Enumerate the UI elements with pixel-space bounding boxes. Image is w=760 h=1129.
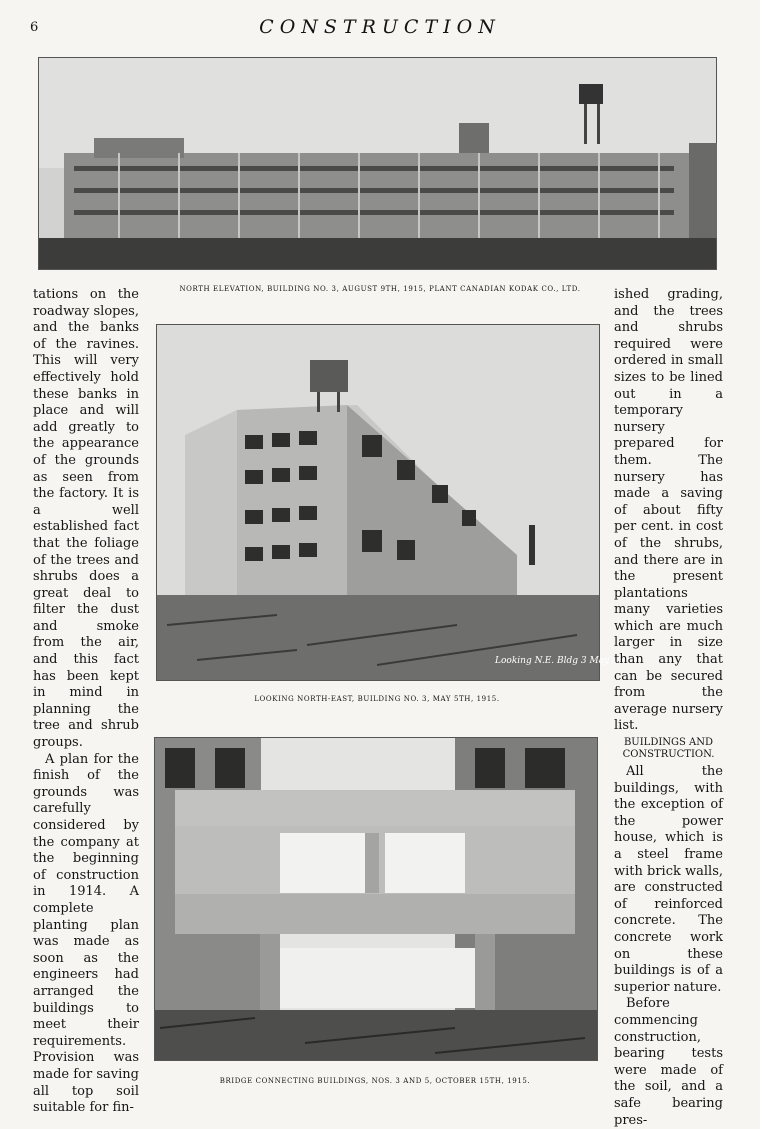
running-title: CONSTRUCTION <box>259 16 501 38</box>
left-column <box>33 287 139 1117</box>
north-east-view-photo <box>156 324 644 681</box>
right-paragraph-3: Before commencing construction, bearing tests were made of the soil, and a safe bearing pres- <box>614 996 723 1128</box>
section-subheading: BUILDINGS AND CONSTRUCTION. <box>622 737 715 761</box>
right-paragraph-1: ished grading, and the trees and shrubs required were ordered in small sizes to be lined out in a temporary nursery prepared for them. The nursery has made a saving of about fifty per cent. in cost of the shrubs, and there are in the present plantations many varieties which are much larger in size than any that can be secured from the average nursery list. <box>614 287 723 734</box>
left-paragraph-1: tations on the roadway slopes, and the banks of the ravines. This will very effectively hold these banks in place and will add greatly to the appearance of the grounds as seen from the factory. It is a well established fact that the foliage of the trees and shrubs does a great deal to filter the dust and smoke from the air, and this fact has been kept in mind in planning the tree and shrub groups. <box>33 287 139 751</box>
right-column <box>614 287 723 1129</box>
page-number: 6 <box>30 20 39 35</box>
right-paragraph-2: All the buildings, with the exception of the power house, which is a steel frame with brick walls, are constructed of reinforced concrete. The concrete work on these buildings is of a superior nature. <box>614 764 723 995</box>
left-paragraph-2: A plan for the finish of the grounds was carefully considered by the company at the beginning of construction in 1914. A complete planting plan was made as soon as the engineers had arranged the buildings to meet their requirements. Provision was made for saving all top soil suitable for fin- <box>33 751 139 1116</box>
bridge-photo <box>154 737 598 1061</box>
figure-caption-bridge: BRIDGE CONNECTING BUILDINGS, NOS. 3 AND 5, OCTOBER 15TH, 1915. <box>219 1077 531 1085</box>
photo-inscription: Looking N.E. Bldg 3 May 5 1915 <box>495 656 644 666</box>
figure-caption-north-elevation: NORTH ELEVATION, BUILDING NO. 3, AUGUST 9TH, 1915, PLANT CANADIAN KODAK CO., LTD. <box>179 285 581 293</box>
north-elevation-photo <box>38 57 717 270</box>
figure-caption-north-east: LOOKING NORTH-EAST, BUILDING NO. 3, MAY 5TH, 1915. <box>254 695 500 703</box>
